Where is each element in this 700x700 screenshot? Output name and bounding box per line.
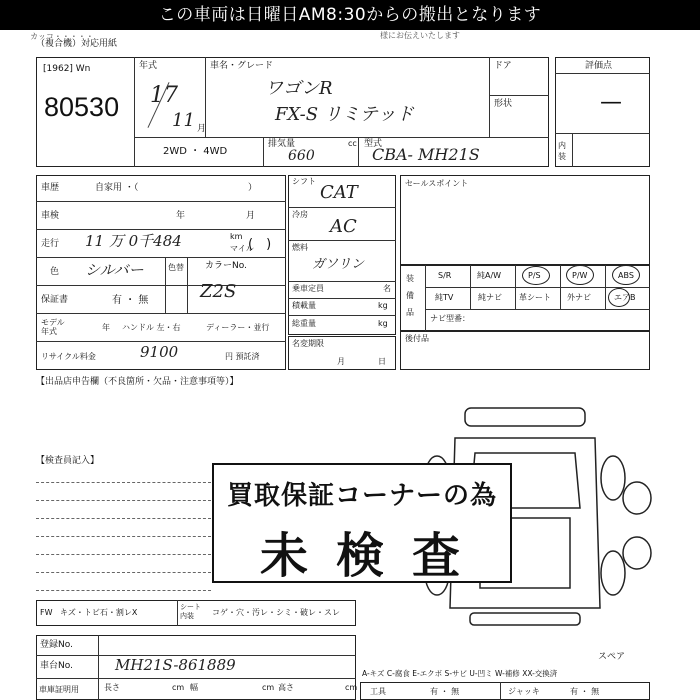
mileage-unit: km xyxy=(230,232,243,241)
ac-value: AC xyxy=(330,216,357,237)
displacement-unit: cc xyxy=(348,139,357,148)
color-value: シルバー xyxy=(85,261,144,279)
inspection-label: 車検 xyxy=(41,211,60,221)
model-code-label: 型式 xyxy=(364,139,383,149)
equip-airbag-circle xyxy=(608,288,630,307)
equip-pw: P/W xyxy=(572,271,588,280)
mileage-unit-mile: マイル xyxy=(230,244,254,253)
shift-value: CAT xyxy=(320,182,358,203)
jack-value: 有 ・ 無 xyxy=(570,687,600,696)
model-code-value: CBA- MH21S xyxy=(372,145,480,164)
door-label: ドア xyxy=(494,61,512,71)
recycle-unit: 円 預託済 xyxy=(225,352,260,361)
seat-desc: コゲ・穴・汚レ・シミ・破レ・スレ xyxy=(212,608,340,617)
load-unit: kg xyxy=(378,301,388,310)
tools-value: 有 ・ 無 xyxy=(430,687,460,696)
tools-label: 工具 xyxy=(370,687,386,696)
year-label: 年式 xyxy=(139,61,158,71)
score-label: 評価点 xyxy=(585,61,613,71)
notice-banner: この車両は日曜日AM8:30からの搬出となります xyxy=(0,0,700,30)
seat-label: シート内装 xyxy=(180,603,201,620)
history-label: 車歴 xyxy=(41,183,60,193)
equip-tv: 純TV xyxy=(435,293,454,302)
name-label: 車名・グレード xyxy=(210,61,274,71)
sales-point-label: セールスポイント xyxy=(405,179,469,188)
equip-pw-circle xyxy=(566,265,594,285)
history-close: ） xyxy=(248,183,258,193)
equip-ext-navi: 外ナビ xyxy=(567,293,591,302)
color-label: 色 xyxy=(50,267,60,277)
deadline-day: 日 xyxy=(378,357,386,366)
top-strip-fragment: 様にお伝えいたします xyxy=(380,31,460,40)
fuel-value: ガソリン xyxy=(312,257,365,272)
navi-model-label: ナビ型番： xyxy=(430,314,470,323)
shift-label: シフト xyxy=(292,177,316,186)
lot-code: [1962] Wn xyxy=(43,64,91,74)
score-value: — xyxy=(600,90,622,115)
year-value: 17 xyxy=(150,83,178,108)
cert-label: 車庫証明用 xyxy=(39,685,79,694)
load-label: 積載量 xyxy=(292,301,316,310)
cert-width: 幅 xyxy=(190,683,198,692)
model-year-suffix: 年 xyxy=(102,323,110,332)
interior-label: 内装 xyxy=(558,141,566,161)
model-year-label: モデル年式 xyxy=(41,318,65,336)
cert-height-unit: cm xyxy=(345,683,358,692)
weight-unit: kg xyxy=(378,319,388,328)
lot-number: 80530 xyxy=(44,92,120,122)
sales-point-block xyxy=(400,175,650,265)
chassis-label: 車台No. xyxy=(40,661,73,671)
mileage-paren: ( ) xyxy=(248,237,272,252)
color-code-value: Z2S xyxy=(200,281,237,302)
weight-label: 総重量 xyxy=(292,319,316,328)
ac-label: 冷房 xyxy=(292,210,308,219)
inspection-year: 年 xyxy=(176,211,186,221)
color-change-label: 色替 xyxy=(168,263,184,272)
jack-label: ジャッキ xyxy=(508,687,540,696)
equip-sr: S/R xyxy=(438,271,452,280)
deadline-month: 月 xyxy=(337,357,345,366)
mileage-value: 11 万 0千484 xyxy=(85,232,182,250)
mileage-label: 走行 xyxy=(41,239,60,249)
recycle-label: リサイクル料金 xyxy=(41,352,96,361)
inspector-notes-label: 【検査員記入】 xyxy=(36,456,100,466)
equip-navi: 純ナビ xyxy=(478,293,502,302)
displacement-label: 排気量 xyxy=(268,139,296,149)
equipment-label: 装備品 xyxy=(406,274,414,317)
equip-leather: 革シート xyxy=(519,293,551,302)
unchecked-stamp xyxy=(212,463,512,583)
cert-length-unit: cm xyxy=(172,683,185,692)
aftermarket-block xyxy=(400,331,650,370)
car-model: ワゴンR xyxy=(265,78,333,99)
displacement-value: 660 xyxy=(288,148,315,164)
handle-options: ハンドル 左・右 xyxy=(122,323,181,332)
inspection-month: 月 xyxy=(246,211,256,221)
registration-label: 登録No. xyxy=(40,640,73,650)
shape-label: 形状 xyxy=(494,99,513,109)
cert-width-unit: cm xyxy=(262,683,275,692)
aftermarket-label: 後付品 xyxy=(405,334,429,343)
capacity-unit: 名 xyxy=(383,284,391,293)
dealer-options: ディーラー・並行 xyxy=(206,323,270,332)
history-value: 自家用 ・（ xyxy=(95,183,139,193)
equip-alloy: 純A/W xyxy=(477,271,502,280)
drive-options: 2WD ・ 4WD xyxy=(163,146,228,157)
month-value: 11 xyxy=(172,110,195,131)
capacity-label: 乗車定員 xyxy=(292,284,324,293)
equip-ps: P/S xyxy=(528,271,541,280)
fw-label: FW xyxy=(40,608,53,617)
equip-abs: ABS xyxy=(618,271,634,280)
form-type-note: （複合機）対応用紙 xyxy=(36,39,118,49)
seller-notes-label: 【出品店申告欄（不良箇所・欠品・注意事項等）】 xyxy=(36,377,239,387)
month-suffix: 月 xyxy=(197,124,207,134)
warranty-label: 保証書 xyxy=(41,295,69,305)
car-grade: FX-S リミテッド xyxy=(275,104,414,125)
color-code-label: カラーNo. xyxy=(205,261,247,271)
recycle-value: 9100 xyxy=(140,343,179,361)
spare-label: スペア xyxy=(598,652,626,662)
equip-ps-circle xyxy=(522,266,550,285)
top-strip-left: カッコ・・・・・ xyxy=(30,32,94,41)
stamp-line2: 未検査 xyxy=(259,528,488,584)
cert-length: 長さ xyxy=(104,683,120,692)
cert-height: 高さ xyxy=(278,683,294,692)
fw-desc: キズ・トビ石・割レX xyxy=(60,608,138,617)
deadline-label: 名変期限 xyxy=(292,339,324,348)
stamp-line1: 買取保証コーナーの為 xyxy=(226,481,497,511)
fuel-label: 燃料 xyxy=(292,243,308,252)
tools-block xyxy=(360,682,650,700)
chassis-value: MH21S-861889 xyxy=(115,656,236,674)
equip-abs-circle xyxy=(612,265,640,285)
equip-airbag: エアB xyxy=(614,293,636,302)
damage-legend: A-キズ C-腐食 E-エクボ S-サビ U-凹ミ W-補修 XX-交換済 xyxy=(362,669,558,678)
warranty-value: 有 ・ 無 xyxy=(112,295,149,306)
